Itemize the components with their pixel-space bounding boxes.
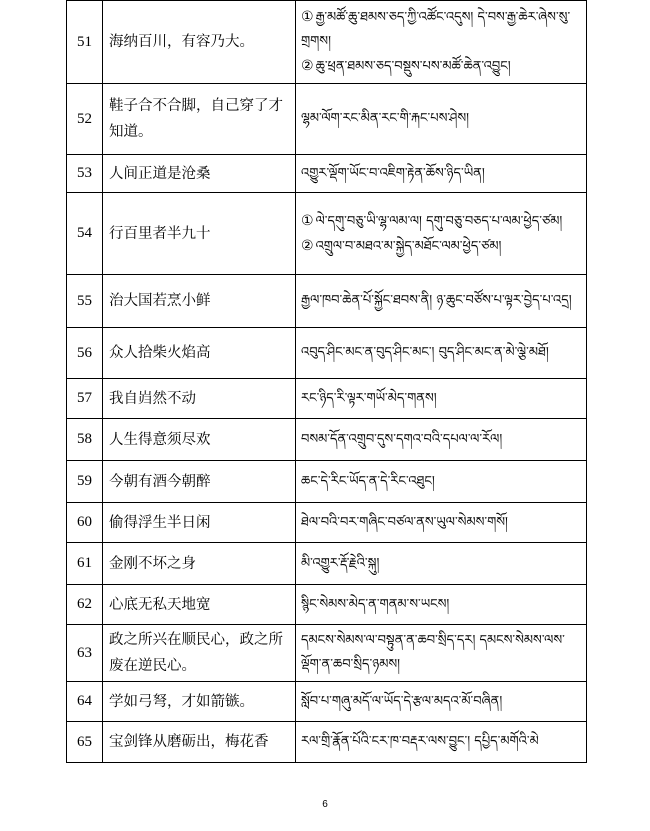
chinese-proverb: 今朝有酒今朝醉 <box>103 461 296 503</box>
translation-line <box>301 730 581 754</box>
tibetan-translation <box>296 193 587 275</box>
translation-line <box>301 54 581 79</box>
translation-text: ཆང་དེ་རིང་ཡོད་ན་དེ་རིང་འཐུང། <box>301 473 435 489</box>
tibetan-translation <box>296 379 587 419</box>
translation-line <box>301 593 581 617</box>
bilingual-proverb-table <box>66 0 587 763</box>
page-number: 6 <box>322 799 328 810</box>
translation-text: དམངས་སེམས་ལ་བསྟུན་ན་ཆབ་སྲིད་དར། དམངས་སེམས་ལས་ལྡོག་ན་ཆབ་སྲིད་ཉམས། <box>301 633 565 672</box>
translation-text: རང་ཉིད་རི་ལྟར་གཡོ་མེད་གནས། <box>301 390 437 406</box>
chinese-proverb: 人生得意须尽欢 <box>103 419 296 461</box>
translation-text: རལ་གྲི་རྣོན་པོའི་ངར་ཁ་བརྡར་ལས་བྱུང་། དཔྱིད་མགོའི་མེ <box>301 734 539 749</box>
table-row <box>67 419 587 461</box>
row-number: 52 <box>67 84 103 155</box>
translation-line <box>301 552 581 576</box>
chinese-proverb: 我自岿然不动 <box>103 379 296 419</box>
translation-text: ཆུ་ཕྲན་ཐམས་ཅད་བསྡུས་པས་མཚོ་ཆེན་འབྱུང། <box>315 59 511 74</box>
row-number: 64 <box>67 682 103 722</box>
chinese-proverb: 学如弓弩，才如箭镞。 <box>103 682 296 722</box>
tibetan-translation <box>296 84 587 155</box>
translation-line <box>301 341 581 365</box>
translation-line <box>301 107 581 131</box>
translation-text: ལྷམ་ལོག་རང་མིན་རང་གི་རྐང་པས་ཤེས། <box>301 111 470 126</box>
translation-line <box>301 470 581 494</box>
tibetan-translation <box>296 461 587 503</box>
chinese-proverb: 行百里者半九十 <box>103 193 296 275</box>
table-row <box>67 379 587 419</box>
tibetan-translation <box>296 585 587 625</box>
translation-line <box>301 289 581 313</box>
chinese-proverb: 鞋子合不合脚，自己穿了才知道。 <box>103 84 296 155</box>
row-number: 60 <box>67 503 103 543</box>
variant-marker: ② <box>301 58 314 74</box>
table-row <box>67 193 587 275</box>
chinese-proverb: 心底无私天地宽 <box>103 585 296 625</box>
row-number: 65 <box>67 722 103 763</box>
table-row <box>67 585 587 625</box>
table-row <box>67 328 587 379</box>
translation-line <box>301 690 581 714</box>
translation-text: རྒྱལ་ཁབ་ཆེན་པོ་སྐྱོང་ཐབས་ནི། ཉ་ཆུང་བཙོས་པ་ལྟར་བྱེད་པ་འདྲ། <box>301 293 572 308</box>
row-number: 62 <box>67 585 103 625</box>
translation-text: ཐེལ་བའི་བར་གཞིང་བཙལ་ནས་ཡུལ་སེམས་གསོ། <box>301 514 508 530</box>
variant-marker: ① <box>301 212 314 229</box>
tibetan-translation <box>296 543 587 585</box>
tibetan-translation <box>296 328 587 379</box>
tibetan-translation <box>296 625 587 682</box>
translation-text: སྙིང་སེམས་མེད་ན་གནམ་ས་ཡངས། <box>301 596 450 612</box>
row-number: 53 <box>67 155 103 193</box>
row-number: 54 <box>67 193 103 275</box>
chinese-proverb: 偷得浮生半日闲 <box>103 503 296 543</box>
tibetan-translation <box>296 155 587 193</box>
chinese-proverb: 海纳百川，有容乃大。 <box>103 1 296 84</box>
translation-text: འགྲུལ་བ་མཐའ་མ་སྐྱེད་མཐོང་ལམ་ཕྱེད་ཙམ། <box>315 238 502 254</box>
translation-line <box>301 234 581 259</box>
table-row <box>67 503 587 543</box>
tibetan-translation <box>296 275 587 328</box>
table-row <box>67 625 587 682</box>
table-row <box>67 275 587 328</box>
translation-line <box>301 209 581 234</box>
translation-text: རྒྱ་མཚོ་ཆུ་ཐམས་ཅད་ཀྱི་འཚོང་འདུས། དེ་བས་རྒྱ་ཆེར་ཞེས་སུ་གྲགས། <box>301 10 571 49</box>
chinese-proverb: 金刚不坏之身 <box>103 543 296 585</box>
row-number: 51 <box>67 1 103 84</box>
tibetan-translation <box>296 682 587 722</box>
chinese-proverb: 宝剑锋从磨砺出，梅花香 <box>103 722 296 763</box>
table-row <box>67 543 587 585</box>
table-row <box>67 1 587 84</box>
translation-line <box>301 5 581 54</box>
table-row <box>67 682 587 722</box>
row-number: 58 <box>67 419 103 461</box>
translation-text: སློབ་པ་གཞུ་མདོ་ལ་ཡོད་དེ་རྩལ་མདའ་མོ་བཞིན། <box>301 693 503 709</box>
translation-text: འབུད་ཤིང་མང་ན་བུད་ཤིང་མང་། བུད་ཤིང་མང་ན་མེ་ལྕེ་མཐོ། <box>301 345 549 360</box>
tibetan-translation <box>296 419 587 461</box>
chinese-proverb: 治大国若烹小鲜 <box>103 275 296 328</box>
variant-marker: ② <box>301 237 314 254</box>
translation-text: འགྱུར་ལྡོག་ཡོང་བ་འཇིག་རྟེན་ཆོས་ཉིད་ཡིན། <box>301 165 485 181</box>
table-row <box>67 722 587 763</box>
table-row <box>67 461 587 503</box>
tibetan-translation <box>296 503 587 543</box>
translation-text: ལེ་དགུ་བཅུ་ཡི་ལྷ་ལམ་ལ། དགུ་བཅུ་བཅད་པ་ལམ་ཕྱེད་ཙམ། <box>315 213 563 229</box>
tibetan-translation <box>296 722 587 763</box>
translation-line <box>301 629 581 677</box>
row-number: 56 <box>67 328 103 379</box>
translation-line <box>301 428 581 452</box>
translation-line <box>301 162 581 186</box>
row-number: 55 <box>67 275 103 328</box>
translation-text: བསམ་དོན་འགྲུབ་དུས་དགའ་བའི་དཔལ་ལ་རོལ། <box>301 431 503 447</box>
table-row <box>67 155 587 193</box>
row-number: 61 <box>67 543 103 585</box>
row-number: 59 <box>67 461 103 503</box>
chinese-proverb: 众人拾柴火焰高 <box>103 328 296 379</box>
row-number: 63 <box>67 625 103 682</box>
chinese-proverb: 人间正道是沧桑 <box>103 155 296 193</box>
row-number: 57 <box>67 379 103 419</box>
tibetan-translation <box>296 1 587 84</box>
variant-marker: ① <box>301 9 314 25</box>
chinese-proverb: 政之所兴在顺民心，政之所废在逆民心。 <box>103 625 296 682</box>
table-row <box>67 84 587 155</box>
translation-line <box>301 511 581 535</box>
translation-text: མི་འགྱུར་རྡོ་རྗེའི་སྐུ། <box>301 555 380 571</box>
translation-line <box>301 387 581 411</box>
